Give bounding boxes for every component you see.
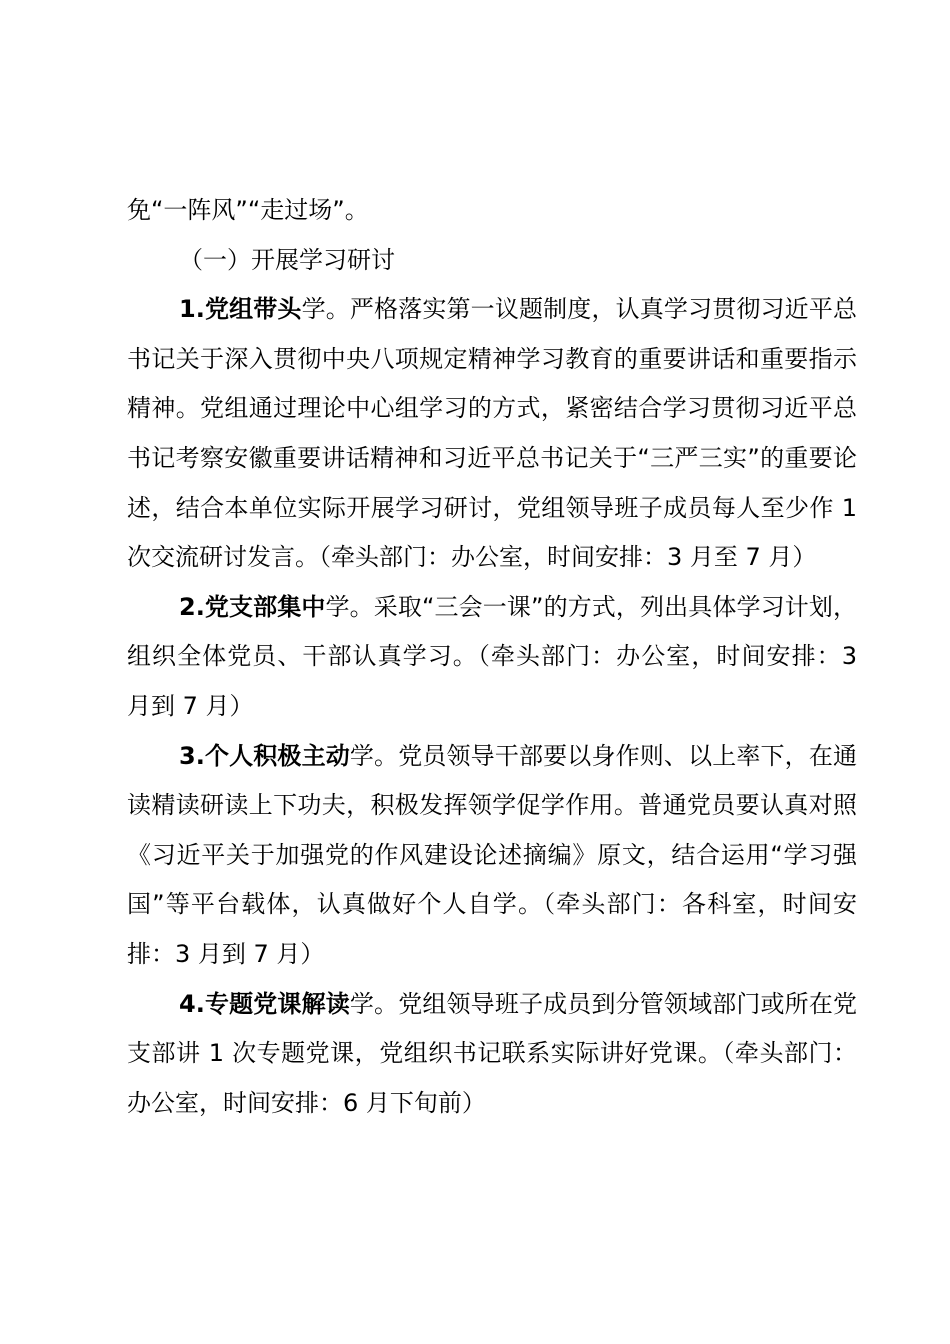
paragraph-item-1 [127,285,857,583]
item-text: 学。党组领导班子成员到分管领域部门或所在党支部讲 1 次专题党课，党组织书记联系实际讲好党课。（牵头部门：办公室，时间安排：6 月下旬前） [127,989,857,1117]
item-lead: 1.党组带头 [179,295,302,324]
section-heading [127,236,857,286]
paragraph-item-4 [127,980,857,1129]
item-lead: 2.党支部集中 [179,592,326,621]
paragraph-item-2 [127,583,857,732]
item-text: 学。采取“三会一课”的方式，列出具体学习计划，组织全体党员、干部认真学习。（牵头部门：办公室，时间安排：3 月到 7 月） [127,592,857,720]
item-lead: 3.个人积极主动 [179,741,350,770]
section-heading-text: （一）开展学习研讨 [179,245,395,274]
item-lead: 4.专题党课解读 [179,989,350,1018]
document-body [127,186,857,1128]
paragraph-continuation [127,186,857,236]
item-text: 学。党员领导干部要以身作则、以上率下，在通读精读研读上下功夫，积极发挥领学促学作用。普通党员要认真对照《习近平关于加强党的作风建设论述摘编》原文，结合运用“学习强国”等平台载体，认真做好个人自学。（牵头部门：各科室，时间安排：3 月到 7 月） [127,741,857,968]
paragraph-item-3 [127,732,857,980]
paragraph-text: 免“一阵风”“走过场”。 [127,196,369,224]
item-text: 学。严格落实第一议题制度，认真学习贯彻习近平总书记关于深入贯彻中央八项规定精神学习教育的重要讲话和重要指示精神。党组通过理论中心组学习的方式，紧密结合学习贯彻习近平总书记考察安徽重要讲话精神和习近平总书记关于“三严三实”的重要论述，结合本单位实际开展学习研讨，党组领导班子成员每人至少作 1 次交流研讨发言。（牵头部门：办公室，时间安排：3 月至 7 月） [127,295,857,572]
